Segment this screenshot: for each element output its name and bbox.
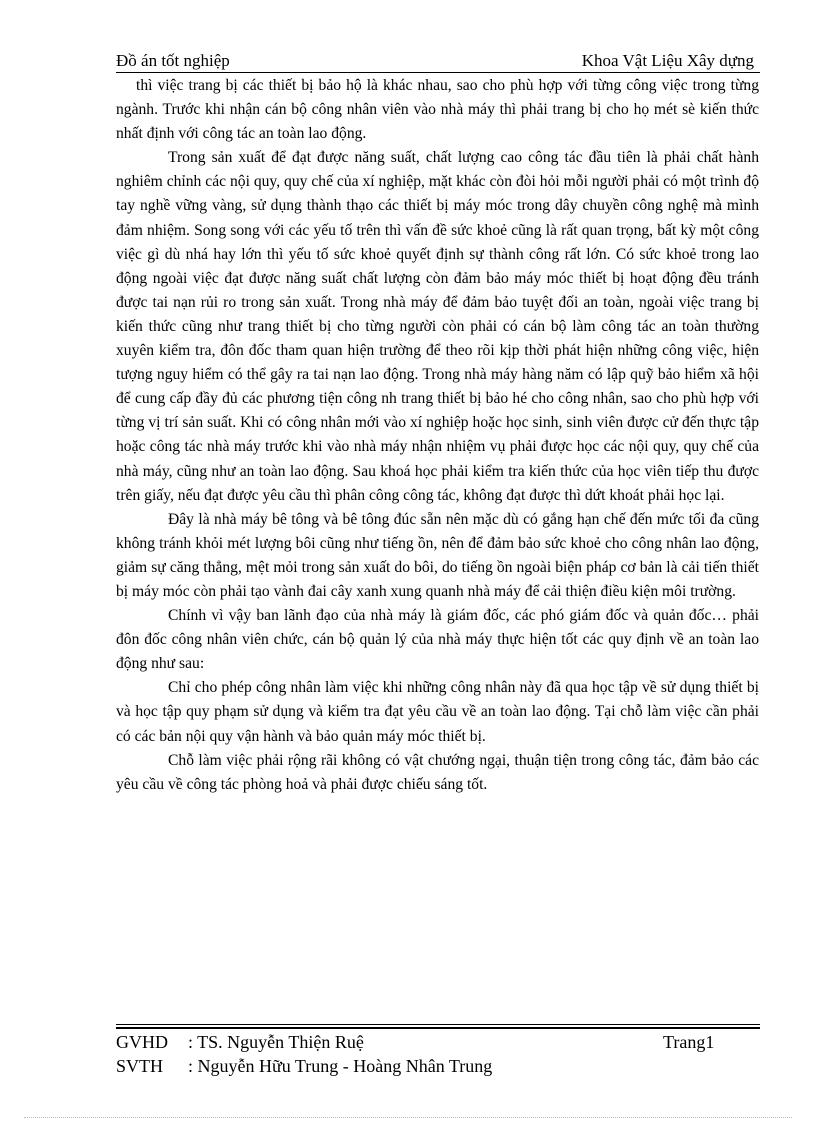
page-header	[116, 50, 760, 72]
supervisor-label: GVHD	[116, 1032, 168, 1052]
paragraph: thì việc trang bị các thiết bị bảo hộ là khác nhau, sao cho phù hợp với từng công việc trong từng ngành. Trước khi nhận cán bộ công nhân viên vào nhà máy thì phải trang bị cho họ mét sè kiến thức nhất định với công tác an toàn lao động.	[116, 77, 759, 143]
document-body	[116, 74, 759, 797]
supervisor-name: : TS. Nguyễn Thiện Ruệ	[188, 1032, 364, 1052]
page-bottom-dotted-line	[24, 1117, 792, 1118]
page-number: Trang1	[663, 1032, 715, 1052]
footer-rule	[116, 1024, 760, 1025]
students-label: SVTH	[116, 1056, 164, 1076]
paragraph: Chính vì vậy ban lãnh đạo của nhà máy là giám đốc, các phó giám đốc và quản đốc… phải đôn đốc công nhân viên chức, cán bộ quản lý của nhà máy thực hiện tốt các quy định về an toàn lao động như sau:	[116, 607, 759, 673]
paragraph: Đây là nhà máy bê tông và bê tông đúc sẵn nên mặc dù có gắng hạn chế đến mức tối đa cũng không tránh khỏi mét lượng bôi cũng như tiếng ồn, nên để đảm bảo sức khoẻ cho công nhân lao động, giảm sự căng thẳng, mệt mỏi trong sản xuất do bôi, do tiếng ồn ngoài biện pháp cơ bản là cải tiến thiết bị máy móc còn phải tạo vành đai cây xanh xung quanh nhà máy để cải thiện điều kiện môi trường.	[116, 510, 759, 600]
paragraph: Chỗ làm việc phải rộng rãi không có vật chướng ngại, thuận tiện trong công tác, đảm bảo các yêu cầu về công tác phòng hoả và phải được chiếu sáng tốt.	[116, 751, 759, 793]
footer-rule-thick	[116, 1027, 760, 1029]
students-names: : Nguyễn Hữu Trung - Hoàng Nhân Trung	[188, 1056, 493, 1076]
header-title: Đồ án tốt nghiệp	[116, 51, 230, 70]
header-faculty: Khoa Vật Liệu Xây dựng	[581, 51, 754, 70]
footer-students-row	[116, 1054, 760, 1078]
footer-supervisor-row	[116, 1030, 760, 1054]
paragraph: Trong sản xuất để đạt được năng suất, chất lượng cao công tác đầu tiên là phải chất hành nghiêm chỉnh các nội quy, quy chế của xí nghiệp, mặt khác còn đòi hỏi mỗi người phải có một trình độ tay nghề vững vàng, sử dụng thành thạo các thiết bị máy móc trong dây chuyền công nghệ mà mình đảm nhiệm. Song song với các yếu tố trên thì vấn đề sức khoẻ cũng là rất quan trọng, bất kỳ một công việc gì dù nhá hay lớn thì yếu tố sức khoẻ quyết định sự thành công rất lớn. Có sức khoẻ trong lao động ngoài việc đạt được năng suất chất lượng còn đảm bảo máy móc thiết bị hoạt động đều tránh được tai nạn rủi ro trong sản xuất. Trong nhà máy để đảm bảo tuyệt đối an toàn, ngoài việc trang bị kiến thức cũng như trang thiết bị cho từng người còn phải có cán bộ làm công tác an toàn thường xuyên kiểm tra, đôn đốc tham quan hiện trường để theo rõi kịp thời phát hiện những công việc, hiện tượng nguy hiểm có thể gây ra tai nạn lao động. Trong nhà máy hàng năm có lập quỹ bảo hiểm xã hội để cung cấp đầy đủ các phương tiện công nh trang thiết bị bảo hé cho công nhân, sao cho phù hợp với từng vị trí sản suất. Khi có công nhân mới vào xí nghiệp hoặc học sinh, sinh viên được cử đến thực tập hoặc công tác nhà máy trước khi vào nhà máy nhận nhiệm vụ phải được học các nội quy, quy chế của nhà máy, cũng như an toàn lao động. Sau khoá học phải kiểm tra kiến thức của học viên tiếp thu được trên giấy, nếu đạt được yêu cầu thì phân công công tác, không đạt được thì dứt khoát phải học lại.	[116, 149, 759, 504]
paragraph: Chỉ cho phép công nhân làm việc khi những công nhân này đã qua học tập về sử dụng thiết bị và học tập quy phạm sử dụng và kiểm tra đạt yêu cầu về an toàn lao động. Tại chỗ làm việc cần phải có các bản nội quy vận hành và bảo quản máy móc thiết bị.	[116, 679, 759, 745]
page-footer	[116, 1030, 760, 1078]
header-rule	[116, 72, 760, 73]
